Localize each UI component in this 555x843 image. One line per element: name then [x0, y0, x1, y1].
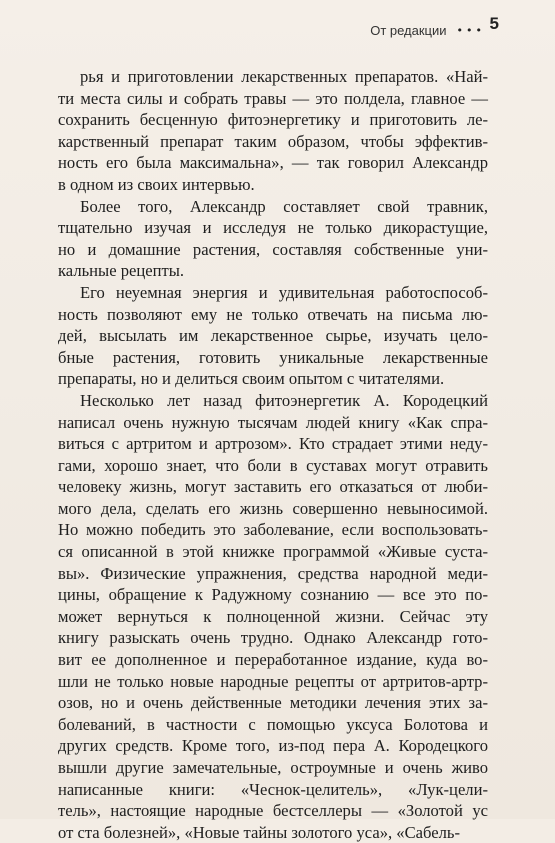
text-line: сохранить бесценную фитоэнергетику и приготовить ле- — [58, 110, 488, 130]
text-line: ти места силы и собрать травы — это полдела, главное — — [58, 88, 488, 108]
text-line: ность позволяют ему не только отвечать на письма лю- — [58, 304, 488, 324]
text-line: мого дела, сделать его жизнь совершенно невыносимой. — [58, 498, 488, 518]
text-line: бные растения, готовить уникальные лекарственные — [58, 347, 488, 367]
text-line: вышли другие замечательные, остроумные и очень живо — [58, 758, 488, 777]
text-line: озов, но и очень действенные методики лечения этих за- — [58, 693, 488, 713]
text-line: Но можно победить это заболевание, если воспользовать- — [58, 520, 488, 540]
text-line: кальные рецепты. — [58, 261, 185, 281]
text-line: цины, обращение к Радужному сознанию — все это по- — [58, 585, 488, 605]
text-line: шли не только новые народные рецепты от артритов-артр- — [58, 671, 488, 691]
text-line: Несколько лет назад фитоэнергетик А. Кородецкий — [80, 390, 488, 410]
text-line: препараты, но и делиться своим опытом с читателями. — [58, 369, 445, 389]
text-line: болеваний, в частности с помощью уксуса Болотова и — [58, 714, 488, 734]
body-text — [58, 66, 488, 843]
text-line: вы». Физические упражнения, средства народной меди- — [58, 563, 488, 583]
text-line: Более того, Александр составляет свой травник, — [80, 196, 488, 216]
text-line: но и домашние растения, составляя собственные уни- — [58, 239, 488, 259]
text-line: может вернуться к полноценной жизни. Сейчас эту — [58, 606, 488, 626]
text-line: написанные книги: «Чеснок-целитель», «Лук-цели- — [58, 779, 488, 799]
running-head: От редакции — [370, 22, 447, 38]
text-line: ся описанной в этой книжке программой «Живые суста- — [58, 542, 488, 562]
text-line: от ста болезней», «Новые тайны золотого уса», «Сабель- — [58, 822, 460, 842]
text-line: написал очень нужную тысячам людей книгу «Как спра- — [58, 412, 488, 432]
text-line: Его неуемная энергия и удивительная работоспособ- — [80, 282, 488, 302]
paragraph — [58, 282, 488, 390]
text-line: книгу разыскать очень трудно. Однако Александр гото- — [58, 628, 488, 648]
text-line: рья и приготовлении лекарственных препаратов. «Най- — [80, 67, 488, 86]
header-ornament-dots: ••• — [456, 23, 485, 37]
text-line: карственный препарат таким образом, чтобы эффектив- — [58, 131, 488, 151]
page-header — [370, 18, 485, 42]
paragraph — [58, 390, 488, 843]
text-line: человеку жизнь, могут заставить его отказаться от люби- — [58, 477, 488, 497]
text-line: ность его была максимальна», — так говорил Александр — [58, 153, 488, 173]
text-line: тщательно изучая и исследуя не только дикорастущие, — [58, 218, 488, 238]
paragraph — [58, 196, 488, 282]
text-line: в одном из своих интервью. — [58, 174, 255, 194]
text-line: других средств. Кроме того, из-под пера А. Кородецкого — [58, 736, 488, 756]
text-line: виться с артритом и артрозом». Кто страдает этими неду- — [58, 434, 488, 454]
text-line: тель», настоящие народные бестселлеры — «Золотой ус — [58, 801, 488, 821]
page-number: 5 — [489, 14, 499, 33]
text-line: вит ее дополненное и переработанное издание, куда во- — [58, 650, 488, 670]
paragraph — [58, 66, 488, 196]
text-line: гами, хорошо знает, что боли в суставах могут отравить — [58, 455, 488, 475]
text-line: дей, высылать им лекарственное сырье, изучать цело- — [58, 326, 488, 346]
